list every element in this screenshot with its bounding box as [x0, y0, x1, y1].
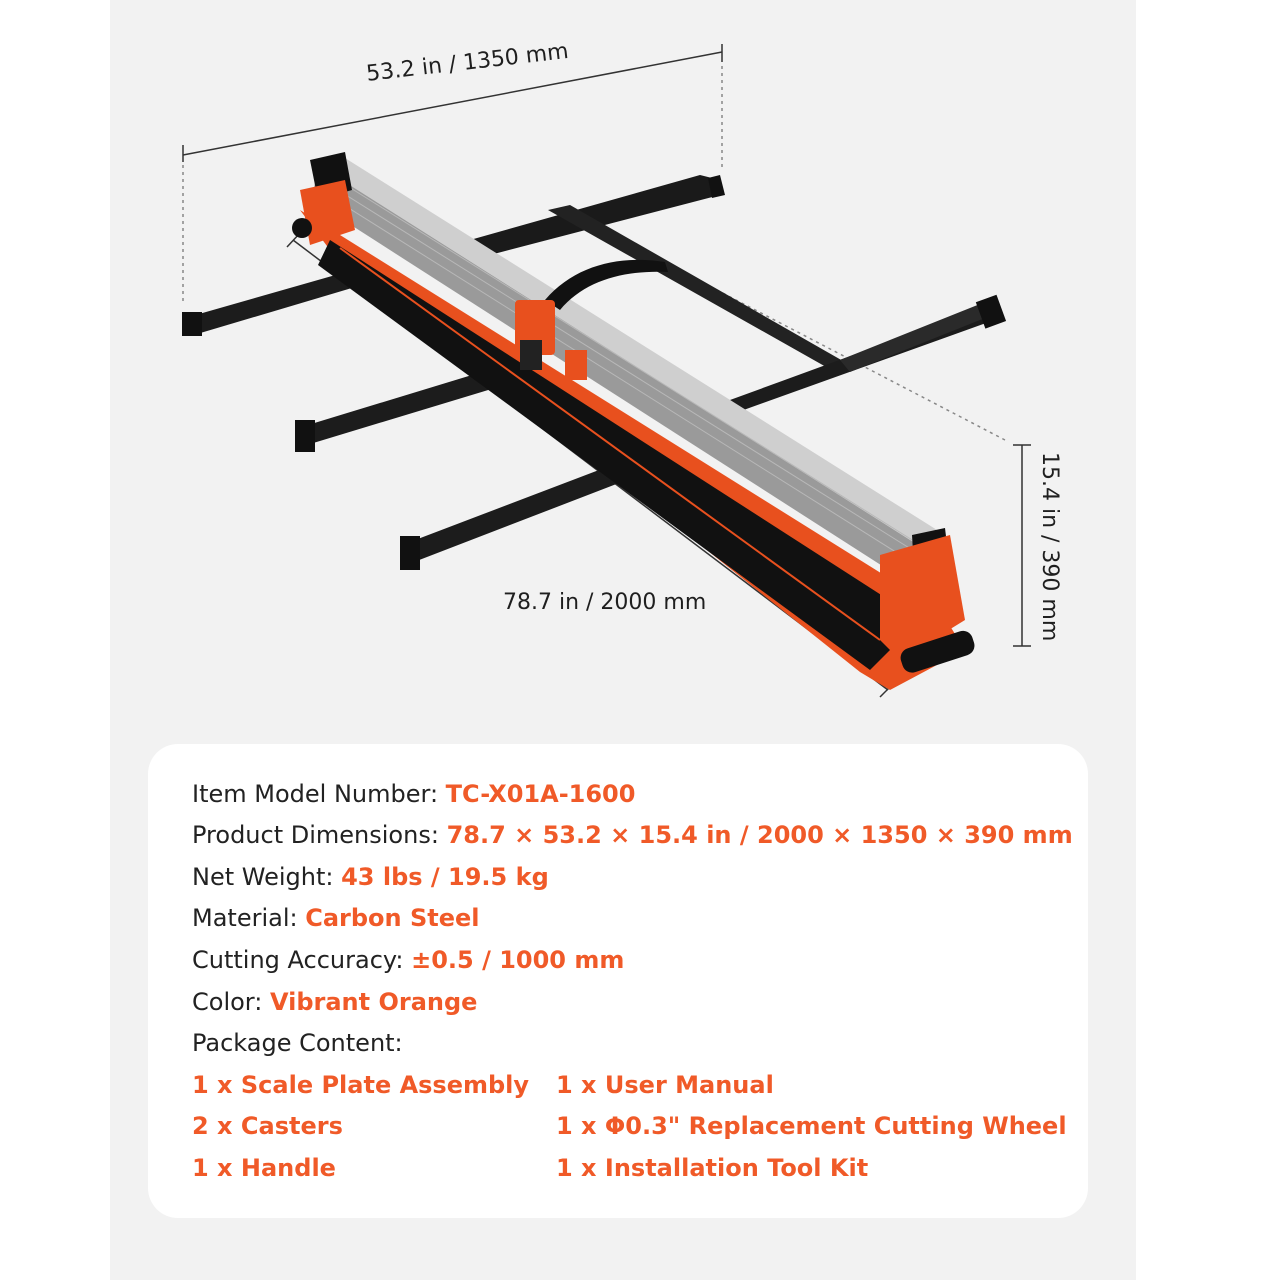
spec-label: Item Model Number: — [192, 780, 439, 808]
spec-value: ±0.5 / 1000 mm — [411, 946, 625, 974]
spec-label: Color: — [192, 988, 263, 1016]
spec-color — [192, 987, 477, 1017]
spec-net-weight — [192, 862, 549, 892]
package-item: 1 x Φ0.3" Replacement Cutting Wheel — [556, 1112, 1067, 1140]
package-content-title: Package Content: — [192, 1029, 403, 1057]
spec-label: Cutting Accuracy: — [192, 946, 404, 974]
spec-label: Product Dimensions: — [192, 821, 439, 849]
spec-material — [192, 903, 480, 933]
length-dimension-label: 78.7 in / 2000 mm — [503, 590, 707, 615]
spec-label: Material: — [192, 904, 298, 932]
spec-value: 78.7 × 53.2 × 15.4 in / 2000 × 1350 × 390 mm — [446, 821, 1073, 849]
height-dimension-label: 15.4 in / 390 mm — [1037, 452, 1062, 642]
specifications-card — [148, 744, 1088, 1218]
cutter-base — [300, 210, 965, 690]
spec-product-dimensions — [192, 820, 1073, 850]
package-item: 2 x Casters — [192, 1112, 343, 1140]
spec-model-number — [192, 779, 635, 809]
spec-cutting-accuracy — [192, 945, 624, 975]
package-item: 1 x Handle — [192, 1154, 336, 1182]
package-item: 1 x Scale Plate Assembly — [192, 1071, 530, 1099]
spec-value: 43 lbs / 19.5 kg — [341, 863, 549, 891]
package-item: 1 x Installation Tool Kit — [556, 1154, 869, 1182]
spec-label: Net Weight: — [192, 863, 334, 891]
width-dimension-label: 53.2 in / 1350 mm — [365, 38, 570, 87]
spec-value: TC-X01A-1600 — [445, 780, 636, 808]
spec-value: Carbon Steel — [305, 904, 480, 932]
package-item: 1 x User Manual — [556, 1071, 774, 1099]
spec-value: Vibrant Orange — [269, 988, 478, 1016]
